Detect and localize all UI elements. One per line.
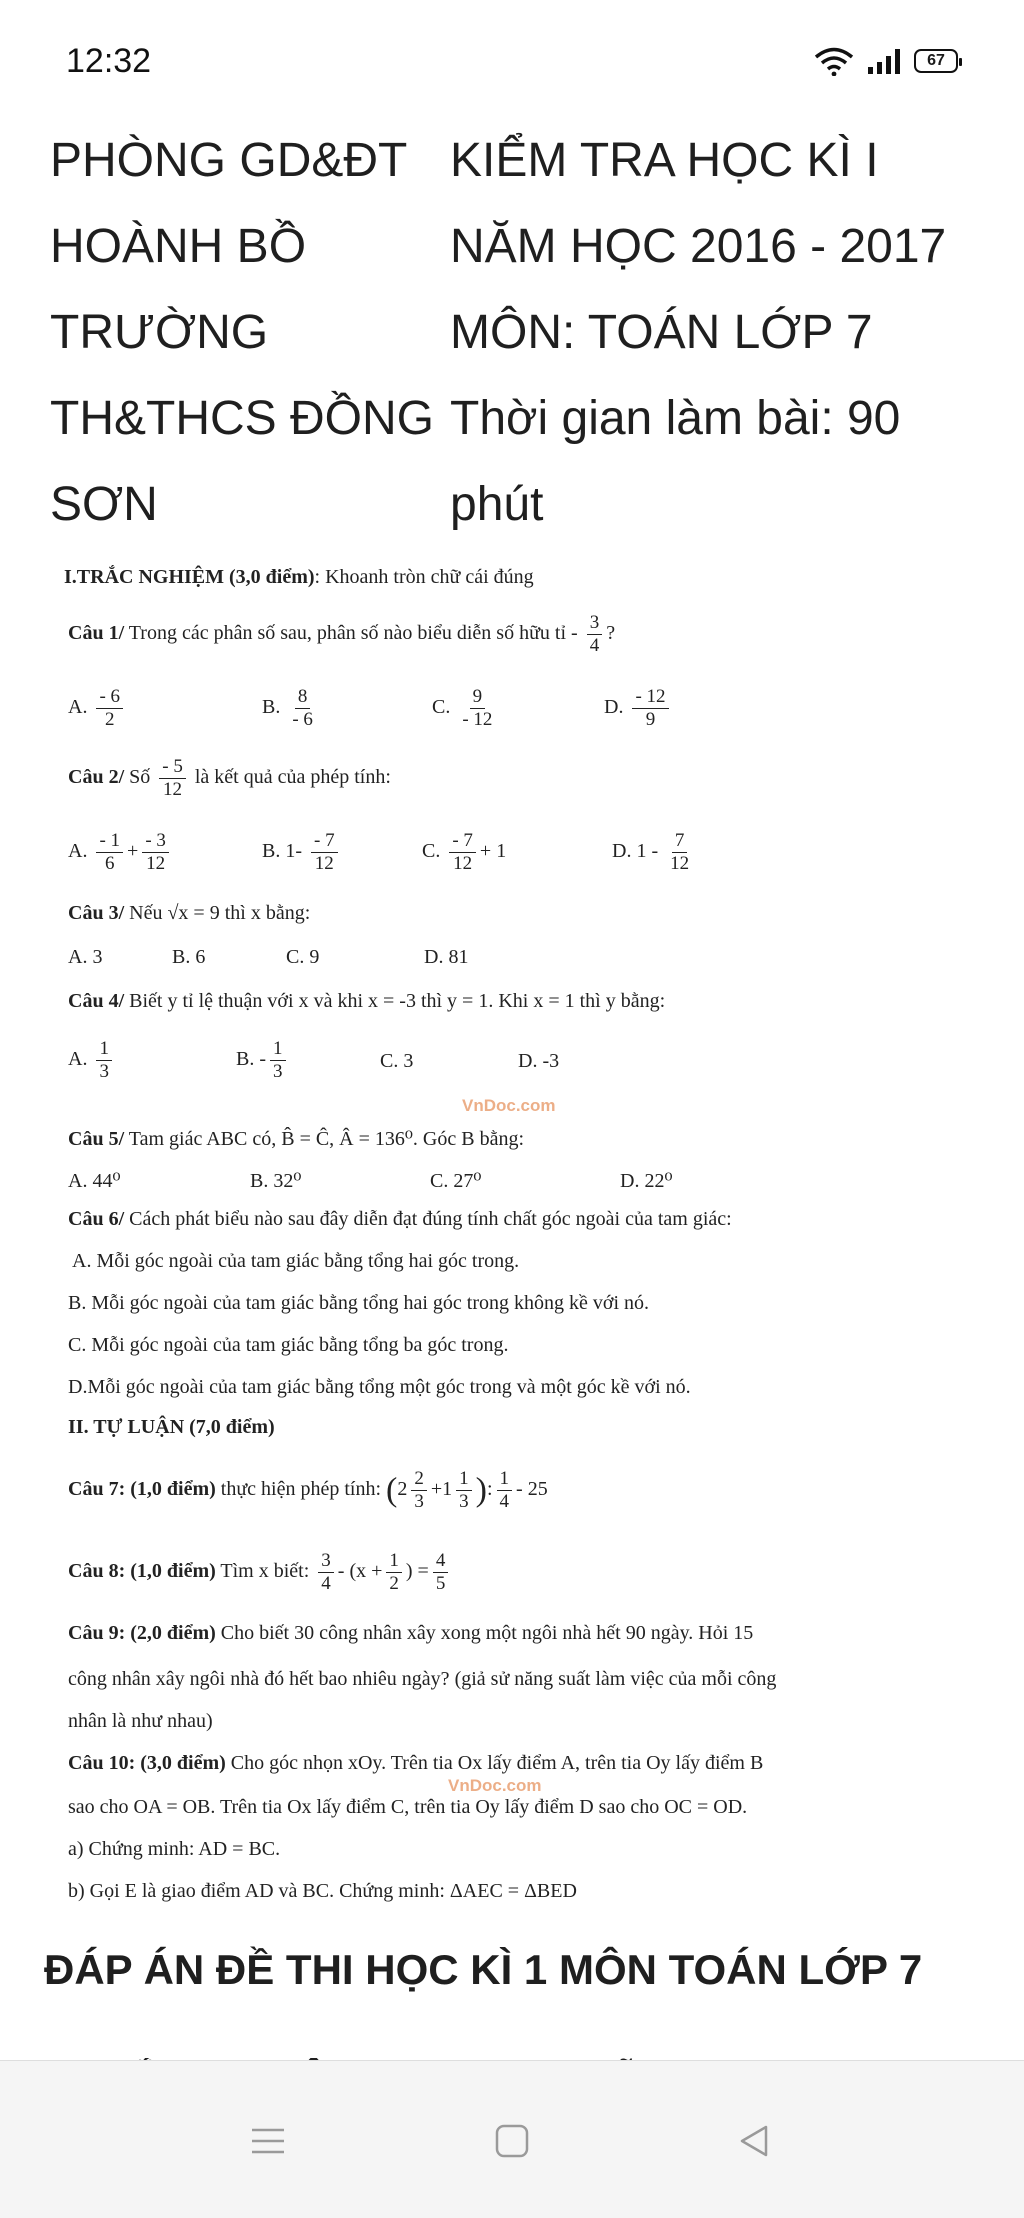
question-2: Câu 2/ Số $\frac{- 5}{12}$ là kết quả của phép tính: [68,756,391,800]
q1-option-a: A. $\frac{- 6}{2}$ [68,686,127,731]
question-5: Câu 5/ Tam giác ABC có, B̂ = Ĉ, Â = 136⁰. Góc B bằng: [68,1128,525,1150]
fraction: $\frac{3}{4}$ [587,612,603,657]
menu-icon [250,2126,286,2156]
q1-label: Câu 1/ [68,621,125,644]
header-left-line: TH&THCS ĐỒNG [50,392,434,445]
header-right-line: phút [450,478,544,531]
q1-text: Trong các phân số sau, phân số nào biểu diễn số hữu tỉ - [124,621,583,644]
question-6: Câu 6/ Cách phát biểu nào sau đây diễn đạt đúng tính chất góc ngoài của tam giác: [68,1208,732,1230]
q6-option-a: A. Mỗi góc ngoài của tam giác bằng tổng hai góc trong. [72,1250,520,1272]
q1-option-b: B. $\frac{8}{- 6}$ [262,686,313,730]
header-left-line: TRƯỜNG [50,306,269,359]
q5-option-d: D. 22⁰ [620,1170,673,1192]
signal-icon [868,48,900,74]
q1-option-c: C. $\frac{9}{- 12}$ [432,686,493,730]
q10-part-a: a) Chứng minh: AD = BC. [68,1838,281,1860]
header-right [450,118,990,548]
question-7: Câu 7: (1,0 điểm) thực hiện phép tính: (2 $\frac{2}{3}$ +1 $\frac{1}{3}$ ): $\frac{1}{4}$ - 25 [68,1468,548,1512]
q2-option-a: A. $\frac{- 1}{6}$ + $\frac{- 3}{12}$ [68,830,173,875]
q2-option-c: C. $\frac{- 7}{12}$ + 1 [422,830,507,874]
header-left-line: SƠN [50,478,158,531]
menu-button[interactable] [238,2111,298,2171]
q4-option-d: D. -3 [518,1050,560,1072]
status-bar [0,0,1024,120]
back-button[interactable] [724,2111,784,2171]
q5-option-c: C. 27⁰ [430,1170,482,1192]
q9-line-3: nhân là như nhau) [68,1710,213,1732]
status-time: 12:32 [66,42,152,80]
header-right-line: KIỂM TRA HỌC KÌ I [450,134,879,187]
q1-tail: ? [606,621,616,644]
q4-option-c: C. 3 [380,1050,414,1072]
header-right-line: MÔN: TOÁN LỚP 7 [450,306,873,359]
battery-icon [914,49,958,73]
q5-option-a: A. 44⁰ [68,1170,121,1192]
section1-title: I.TRẮC NGHIỆM (3,0 điểm) [64,566,315,588]
q9-line-2: công nhân xây ngôi nhà đó hết bao nhiêu ngày? (giả sử năng suất làm việc của mỗi công [68,1668,777,1690]
battery-level: 67 [927,52,945,69]
q4-option-b: B. - $\frac{1}{3}$ [236,1038,290,1083]
status-icons [814,46,958,76]
q2-option-d: D. 1 - $\frac{7}{12}$ [612,830,690,874]
back-icon [736,2123,772,2159]
question-10: Câu 10: (3,0 điểm) Cho góc nhọn xOy. Trên tia Ox lấy điểm A, trên tia Oy lấy điểm B [68,1752,764,1774]
q3-option-c: C. 9 [286,946,320,968]
home-button[interactable] [482,2111,542,2171]
header-right-line: Thời gian làm bài: 90 [450,392,901,445]
q5-option-b: B. 32⁰ [250,1170,302,1192]
section1-heading [64,566,534,589]
vndoc-watermark: VnDoc.com [462,1096,556,1115]
q6-option-b: B. Mỗi góc ngoài của tam giác bằng tổng hai góc trong không kề với nó. [68,1292,650,1314]
answer-title: ĐÁP ÁN ĐỀ THI HỌC KÌ 1 MÔN TOÁN LỚP 7 [44,1946,923,1993]
header-left-line: HOÀNH BỒ [50,220,307,273]
navigation-bar [0,2060,1024,2218]
wifi-icon [814,46,854,76]
q3-option-b: B. 6 [172,946,206,968]
question-8: Câu 8: (1,0 điểm) Tìm x biết: $\frac{3}{4}$ - (x + $\frac{1}{2}$ ) = $\frac{4}{5}$ [68,1550,452,1595]
header-left [50,118,450,548]
home-icon [494,2123,530,2159]
question-4: Câu 4/ Biết y tỉ lệ thuận với x và khi x = -3 thì y = 1. Khi x = 1 thì y bằng: [68,990,666,1012]
q4-option-a: A. $\frac{1}{3}$ [68,1038,116,1083]
question-9: Câu 9: (2,0 điểm) Cho biết 30 công nhân xây xong một ngôi nhà hết 90 ngày. Hỏi 15 [68,1622,754,1644]
question-3: Câu 3/ Nếu √x = 9 thì x bằng: [68,902,311,924]
header-left-line: PHÒNG GD&ĐT [50,134,408,187]
section1-instruction: : Khoanh tròn chữ cái đúng [314,566,534,588]
header-right-line: NĂM HỌC 2016 - 2017 [450,220,947,273]
q3-option-a: A. 3 [68,946,103,968]
q3-option-d: D. 81 [424,946,469,968]
q2-option-b: B. 1- $\frac{- 7}{12}$ [262,830,342,875]
q10-line-2: sao cho OA = OB. Trên tia Ox lấy điểm C, trên tia Oy lấy điểm D sao cho OC = OD. [68,1796,748,1818]
section2-heading: II. TỰ LUẬN (7,0 điểm) [68,1416,275,1438]
question-1 [68,612,615,657]
q1-option-d: D. $\frac{- 12}{9}$ [604,686,673,731]
q6-option-d: D.Mỗi góc ngoài của tam giác bằng tổng một góc trong và một góc kề với nó. [68,1376,691,1398]
q6-option-c: C. Mỗi góc ngoài của tam giác bằng tổng ba góc trong. [68,1334,509,1356]
vndoc-watermark: VnDoc.com [448,1776,542,1795]
q10-part-b: b) Gọi E là giao điểm AD và BC. Chứng minh: ΔAEC = ΔBED [68,1880,577,1902]
